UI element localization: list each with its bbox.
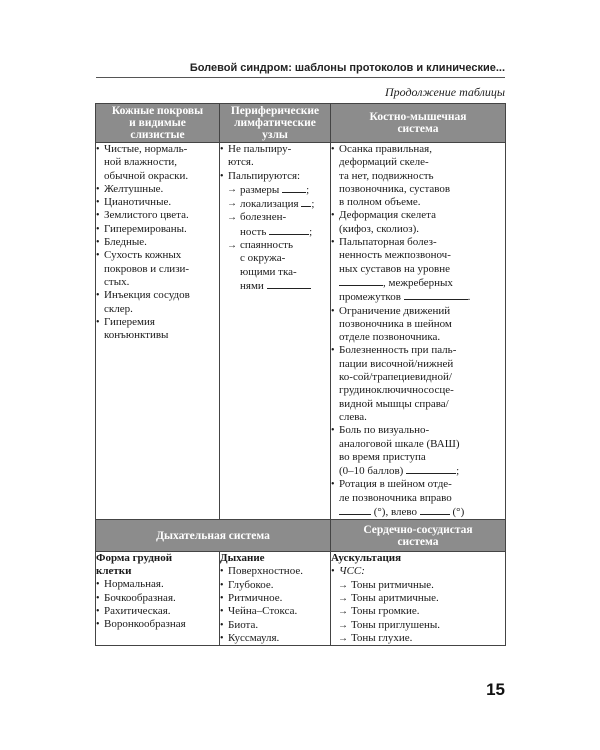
skin-item: • Инъекция сосудов склер. (96, 289, 219, 316)
auscultation-title: Аускультация (331, 552, 402, 565)
fill-blank (339, 505, 371, 515)
skin-item: • Желтушные. (96, 183, 219, 196)
skin-item: • Чистые, нормаль- ной влажности, обычной окраски. (96, 143, 219, 183)
header-rule (96, 77, 505, 78)
musculo-item: • Осанка правильная, деформаций скеле- та нет, подвижность позвоночника, суставов в полном объеме. (331, 143, 505, 209)
lymph-item: • Не пальпиру- ются. (220, 143, 330, 170)
breathing-cell (220, 552, 331, 646)
fill-blank (404, 290, 468, 300)
breathing-item: • Куссмауля. (220, 632, 330, 645)
breathing-item: • Поверхностное. (220, 565, 330, 578)
skin-item: • Гиперемия конъюнктивы (96, 316, 219, 343)
musculo-item: • Боль по визуально- аналоговой шкале (ВАШ) во время приступа (0–10 баллов) ; (331, 424, 505, 478)
lymph-item: • Пальпируются: (220, 170, 330, 183)
heart-rate-item: • ЧСС: (331, 565, 505, 578)
lymph-subitem: → локализация ; (220, 197, 330, 211)
header-skin: Кожные покровы и видимые слизистые (96, 104, 220, 143)
fill-blank (269, 225, 309, 235)
skin-item: • Сухость кожных покровов и слизи- стых. (96, 249, 219, 289)
skin-item: • Гиперемированы. (96, 223, 219, 236)
running-head: Болевой синдром: шаблоны протоколов и клинические... (189, 62, 505, 74)
musculo-item: • Ограничение движений позвоночника в шейном отделе позвоночника. (331, 305, 505, 345)
chest-item: • Воронкообразная (96, 618, 219, 631)
auscultation-item: → Тоны ритмичные. (331, 579, 505, 592)
skin-item: • Бледные. (96, 236, 219, 249)
chest-item: • Нормальная. (96, 578, 219, 591)
breathing-item: • Чейна–Стокса. (220, 605, 330, 618)
table-continuation-label: Продолжение таблицы (384, 85, 505, 99)
fill-blank (406, 464, 456, 474)
skin-cell (96, 143, 220, 520)
auscultation-item: → Тоны глухие. (331, 632, 505, 645)
header-lymph-nodes: Периферические лимфатические узлы (220, 104, 331, 143)
lymph-subitem: → болезнен- ность ; (220, 211, 330, 239)
page-number: 15 (486, 680, 505, 699)
fill-blank (267, 279, 311, 289)
breathing-item: • Биота. (220, 619, 330, 632)
header-musculoskeletal: Костно-мышечная система (331, 104, 506, 143)
breathing-item: • Глубокое. (220, 579, 330, 592)
musculo-item: • Деформация скелета (кифоз, сколиоз). (331, 209, 505, 236)
fill-blank (301, 197, 311, 207)
chest-shape-title: Форма грудной клетки (96, 552, 173, 578)
chest-shape-cell (96, 552, 220, 646)
fill-blank (339, 276, 383, 286)
auscultation-item: → Тоны аритмичные. (331, 592, 505, 605)
breathing-item: • Ритмичное. (220, 592, 330, 605)
examination-table (95, 103, 506, 646)
auscultation-item: → Тоны приглушены. (331, 619, 505, 632)
musculo-item: • Ротация в шейном отде- ле позвоночника вправо (°), влево (°) (331, 478, 505, 519)
lymph-subitem: → размеры ; (220, 183, 330, 197)
lymph-nodes-cell (220, 143, 331, 520)
musculoskeletal-cell (331, 143, 506, 520)
fill-blank (282, 183, 306, 193)
breathing-title: Дыхание (220, 552, 265, 565)
musculo-item: • Болезненность при паль- пации височной/нижней ко-сой/трапециевидной/ грудиноключичнососце- видной мышцы справа/ слева. (331, 344, 505, 424)
auscultation-item: → Тоны громкие. (331, 605, 505, 618)
header-cardiovascular: Сердечно-сосудистая система (331, 520, 506, 552)
fill-blank (420, 505, 450, 515)
chest-item: • Рахитическая. (96, 605, 219, 618)
auscultation-cell (331, 552, 506, 646)
musculo-item: • Пальпаторная болез- ненность межпозвоноч- ных суставов на уровне , межреберных промежутков . (331, 236, 505, 304)
skin-item: • Землистого цвета. (96, 209, 219, 222)
header-respiratory: Дыхательная система (96, 520, 331, 552)
chest-item: • Бочкообразная. (96, 592, 219, 605)
lymph-subitem: → спаянность с окружа- ющими тка- нями (220, 239, 330, 293)
skin-item: • Цианотичные. (96, 196, 219, 209)
